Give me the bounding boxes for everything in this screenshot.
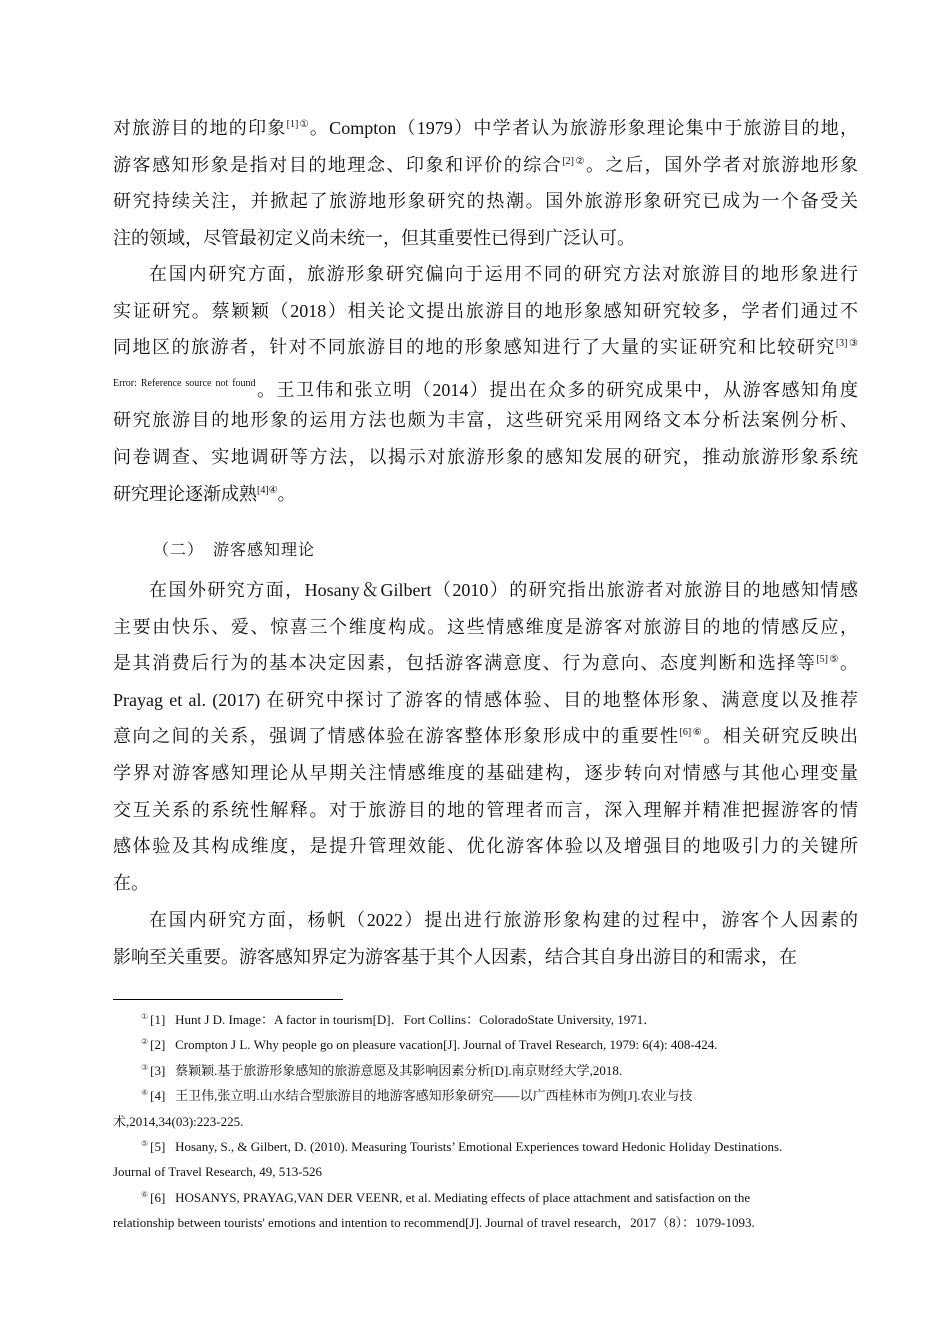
text-segment: 问卷调查、实地调研等方法，以揭示对旅游形象的感知发展的研究，推动旅游形象系统 [113, 446, 858, 467]
footnote-item [113, 1185, 863, 1210]
footnote-separator [113, 999, 343, 1000]
text-line [113, 609, 858, 646]
text-segment: 意向之间的关系，强调了情感体验在游客整体形象形成中的重要性 [113, 726, 680, 747]
footnote-item [113, 1159, 863, 1184]
text-segment: 。王卫伟和张立明（2014）提出在众多的研究成果中，从游客感知角度 [255, 379, 859, 400]
footnote-item [113, 1210, 863, 1235]
text-line [113, 147, 858, 184]
footnote-item [113, 1109, 863, 1134]
text-segment: 。 [840, 653, 859, 674]
footnote-mark: ⑤ [141, 1138, 151, 1148]
text-segment: 在国内研究方面，杨帆（2022）提出进行旅游形象构建的过程中，游客个人因素的 [149, 910, 858, 930]
text-segment: 影响至关重要。游客感知界定为游客基于其个人因素，结合其自身出游目的和需求，在 [113, 946, 797, 967]
text-line [113, 183, 858, 220]
paragraph-domestic-perception-research [113, 902, 858, 975]
text-segment: 是其消费后行为的基本决定因素，包括游客满意度、行为意向、态度判断和选择等 [113, 653, 817, 674]
text-line [113, 402, 858, 439]
citation-superscript[interactable]: [3]③ [835, 338, 859, 350]
text-line [113, 718, 858, 755]
footnote-text: 术,2014,34(03):223-225. [113, 1113, 244, 1129]
footnote-mark: ③ [141, 1062, 151, 1072]
text-segment: 。相关研究反映出 [703, 726, 859, 747]
text-line [113, 329, 858, 366]
text-segment: 。Compton（1979）中学者认为旅游形象理论集中于旅游目的地， [309, 118, 858, 138]
section-heading: （二） 游客感知理论 [153, 540, 316, 559]
citation-superscript[interactable]: [1]① [286, 119, 310, 130]
citation-superscript[interactable]: [4]④ [257, 484, 278, 496]
text-line [113, 572, 858, 609]
text-line [113, 682, 858, 719]
text-segment: Prayag et al. (2017) 在研究中探讨了游客的情感体验、目的地整体形象、满意度以及推荐 [113, 689, 858, 710]
text-segment: 对旅游目的地的印象 [113, 118, 287, 138]
footnote-item [113, 1058, 863, 1083]
text-segment: 研究旅游目的地形象的运用方法也颇为丰富，这些研究采用网络文本分析法案例分析、 [113, 410, 858, 431]
text-line [113, 939, 858, 976]
footnote-mark: ② [141, 1037, 151, 1047]
footnote-text: [5] Hosany, S., & Gilbert, D. (2010). Measuring Tourists’ Emotional Experiences toward Hedonic Holiday Destinations. [150, 1138, 783, 1154]
paragraph-foreign-image-research [113, 110, 858, 256]
text-segment: 。之后，国外学者对旅游地形象 [586, 154, 859, 175]
text-line [113, 366, 858, 403]
footnote-mark: ⑥ [141, 1189, 151, 1199]
text-line [113, 645, 858, 682]
text-line [113, 220, 858, 257]
text-line [113, 828, 858, 865]
footnotes [113, 1007, 863, 1236]
citation-superscript[interactable]: [6]⑥ [679, 727, 704, 739]
text-segment: 在国内研究方面，旅游形象研究偏向于运用不同的研究方法对旅游目的地形象进行 [149, 264, 858, 284]
reference-error-text: Error: Reference source not found [113, 377, 256, 389]
text-line [113, 865, 858, 902]
footnote-text: [3] 蔡颖颖.基于旅游形象感知的旅游意愿及其影响因素分析[D].南京财经大学,2018. [150, 1062, 623, 1078]
text-segment: 游客感知形象是指对目的地理念、印象和评价的综合 [113, 154, 563, 175]
paragraph-foreign-perception-research [113, 572, 858, 901]
text-segment: 。 [277, 483, 296, 504]
footnote-item [113, 1007, 863, 1032]
citation-superscript[interactable]: [5]⑤ [816, 654, 841, 666]
text-segment: 交互关系的系统性解释。对于旅游目的地的管理者而言，深入理解并精准把握游客的情 [113, 799, 858, 820]
text-segment: 主要由快乐、爱、惊喜三个维度构成。这些情感维度是游客对旅游目的地的情感反应， [113, 616, 858, 637]
footnote-text: [1] Hunt J D. Image：A factor in tourism[D]．Fort Collins：ColoradoState University, 1971． [150, 1012, 657, 1027]
text-line [113, 476, 858, 513]
footnote-text: [6] HOSANYS, PRAYAG,VAN DER VEENR, et al. Mediating effects of place attachment and satisfaction on the [150, 1189, 751, 1205]
text-line [113, 902, 858, 939]
text-line [113, 755, 858, 792]
footnote-mark: ① [141, 1012, 151, 1021]
text-line [113, 110, 858, 147]
text-segment: 研究理论逐渐成熟 [113, 483, 257, 504]
paragraph-domestic-image-research [113, 256, 858, 512]
footnote-mark: ④ [141, 1088, 151, 1098]
text-segment: 研究持续关注，并掀起了旅游地形象研究的热潮。国外旅游形象研究已成为一个备受关 [113, 191, 858, 212]
citation-superscript[interactable]: [2]② [562, 155, 587, 167]
text-segment: 同地区的旅游者，针对不同旅游目的地的形象感知进行了大量的实证研究和比较研究 [113, 337, 836, 358]
text-line [113, 439, 858, 476]
text-line [113, 256, 858, 293]
footnote-text: [4] 王卫伟,张立明.山水结合型旅游目的地游客感知形象研究——以广西桂林市为例[J].农业与技 [150, 1088, 693, 1104]
text-segment: 在。 [113, 872, 149, 893]
text-segment: 实证研究。蔡颖颖（2018）相关论文提出旅游目的地形象感知研究较多，学者们通过不 [113, 300, 858, 321]
footnote-item [113, 1032, 863, 1057]
footnote-text: [2] Crompton J L. Why people go on pleasure vacation[J]. Journal of Travel Research, 1979: 6(4): 408-424. [150, 1037, 718, 1053]
text-line [113, 792, 858, 829]
text-segment: 感体验及其构成维度，是提升管理效能、优化游客体验以及增强目的地吸引力的关键所 [113, 836, 858, 857]
footnote-item [113, 1083, 863, 1108]
footnote-text: Journal of Travel Research, 49, 513-526 [113, 1164, 323, 1180]
footnote-item [113, 1134, 863, 1159]
footnote-text: relationship between tourists' emotions and intention to recommend[J]. Journal of travel research，2017（8）：1079-1093. [113, 1215, 755, 1231]
text-segment: 在国外研究方面，Hosany＆Gilbert（2010）的研究指出旅游者对旅游目的地感知情感 [149, 580, 858, 600]
text-segment: 注的领域，尽管最初定义尚未统一，但其重要性已得到广泛认可。 [113, 227, 635, 248]
text-segment: 学界对游客感知理论从早期关注情感维度的基础建构，逐步转向对情感与其他心理变量 [113, 762, 858, 783]
text-line [113, 293, 858, 330]
